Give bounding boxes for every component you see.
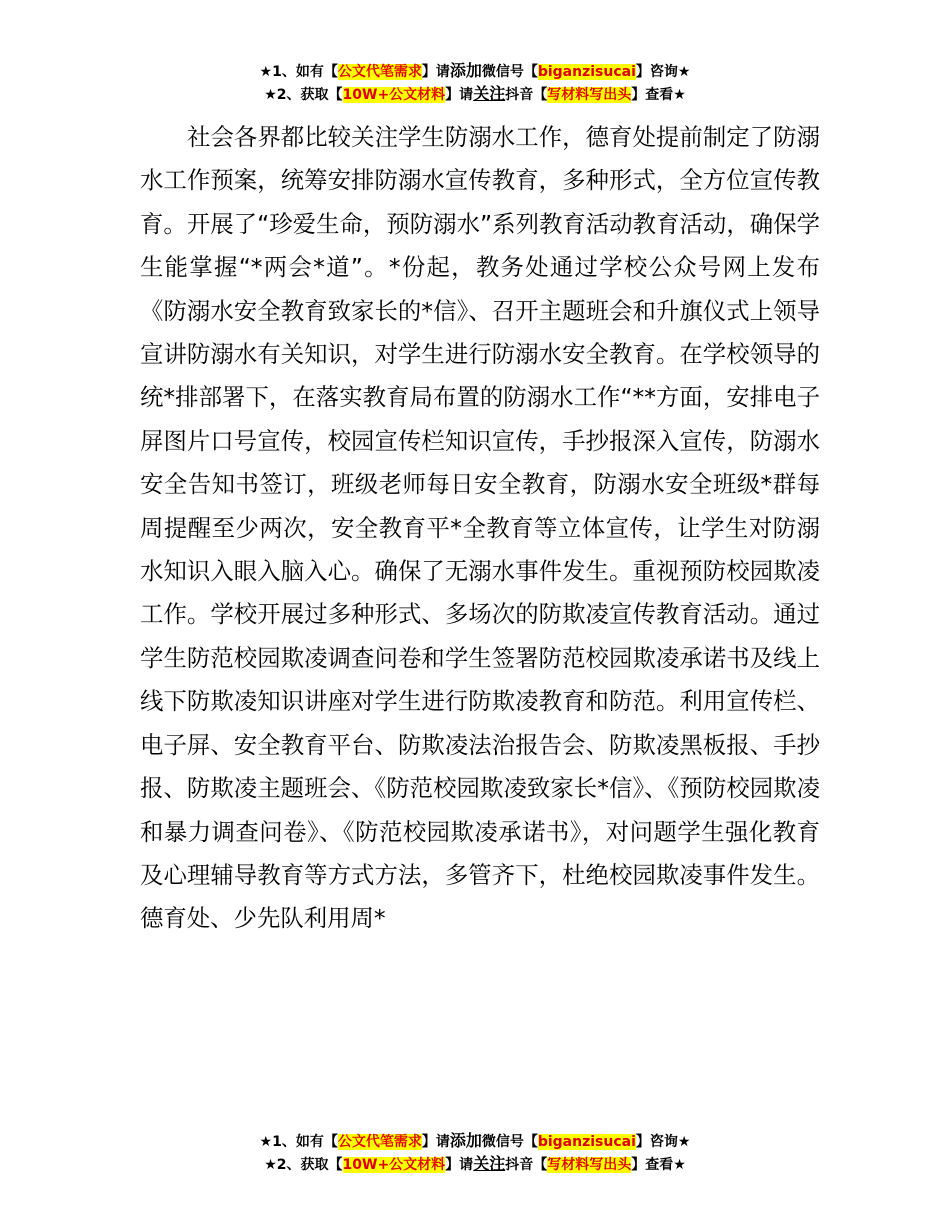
banner-line-1 bbox=[0, 60, 950, 83]
banner-text: ★2、获取【 bbox=[264, 1157, 343, 1173]
banner-text: 】查看★ bbox=[631, 1157, 686, 1173]
highlight-douyin: 写材料写出头 bbox=[547, 1157, 632, 1173]
banner-emphasis: 关注 bbox=[473, 1154, 506, 1173]
banner-text: 】咨询★ bbox=[635, 1134, 691, 1150]
banner-text: 抖音【 bbox=[505, 1157, 548, 1173]
banner-line-2 bbox=[0, 83, 950, 106]
banner-emphasis: 添加 bbox=[449, 61, 482, 80]
banner-text: 抖音【 bbox=[505, 87, 548, 103]
banner-text: ★1、如有【 bbox=[259, 64, 338, 80]
highlight-service: 公文代笔需求 bbox=[337, 1134, 422, 1150]
banner-text: 】请 bbox=[421, 1134, 450, 1150]
highlight-materials: 10W+公文材料 bbox=[342, 1157, 446, 1173]
banner-text: 微信号【 bbox=[481, 64, 538, 80]
footer-banner bbox=[0, 1130, 950, 1176]
highlight-service: 公文代笔需求 bbox=[337, 64, 422, 80]
banner-text: ★1、如有【 bbox=[259, 1134, 338, 1150]
banner-line-1 bbox=[0, 1130, 950, 1153]
banner-text: 】请 bbox=[445, 1157, 474, 1173]
highlight-wechat-id: biganzisucai bbox=[537, 1134, 636, 1150]
banner-text: 】查看★ bbox=[631, 87, 686, 103]
banner-emphasis: 添加 bbox=[449, 1131, 482, 1150]
banner-emphasis: 关注 bbox=[473, 84, 506, 103]
document-paragraph: 社会各界都比较关注学生防溺水工作，德育处提前制定了防溺水工作预案，统筹安排防溺水宣传教育，多种形式，全方位宣传教育。开展了“珍爱生命，预防溺水”系列教育活动教育活动，确保学生能掌握“*两会*道”。*份起，教务处通过学校公众号网上发布《防溺水安全教育致家长的*信》、召开主题班会和升旗仪式上领导宣讲防溺水有关知识，对学生进行防溺水安全教育。在学校领导的统*排部署下，在落实教育局布置的防溺水工作“**方面，安排电子屏图片口号宣传，校园宣传栏知识宣传，手抄报深入宣传，防溺水安全告知书签订，班级老师每日安全教育，防溺水安全班级*群每周提醒至少两次，安全教育平*全教育等立体宣传，让学生对防溺水知识入眼入脑入心。确保了无溺水事件发生。重视预防校园欺凌工作。学校开展过多种形式、多场次的防欺凌宣传教育活动。通过学生防范校园欺凌调查问卷和学生签署防范校园欺凌承诺书及线上线下防欺凌知识讲座对学生进行防欺凌教育和防范。利用宣传栏、电子屏、安全教育平台、防欺凌法治报告会、防欺凌黑板报、手抄报、防欺凌主题班会、《防范校园欺凌致家长*信》、《预防校园欺凌和暴力调查问卷》、《防范校园欺凌承诺书》，对问题学生强化教育及心理辅导教育等方式方法，多管齐下，杜绝校园欺凌事件发生。德育处、少先队利用周* bbox=[140, 123, 820, 933]
banner-text: 】请 bbox=[445, 87, 474, 103]
banner-text: 】请 bbox=[421, 64, 450, 80]
highlight-wechat-id: biganzisucai bbox=[537, 64, 636, 80]
banner-line-2 bbox=[0, 1153, 950, 1176]
banner-text: 】咨询★ bbox=[635, 64, 691, 80]
highlight-materials: 10W+公文材料 bbox=[342, 87, 446, 103]
highlight-douyin: 写材料写出头 bbox=[547, 87, 632, 103]
banner-text: 微信号【 bbox=[481, 1134, 538, 1150]
banner-text: ★2、获取【 bbox=[264, 87, 343, 103]
header-banner bbox=[0, 60, 950, 106]
